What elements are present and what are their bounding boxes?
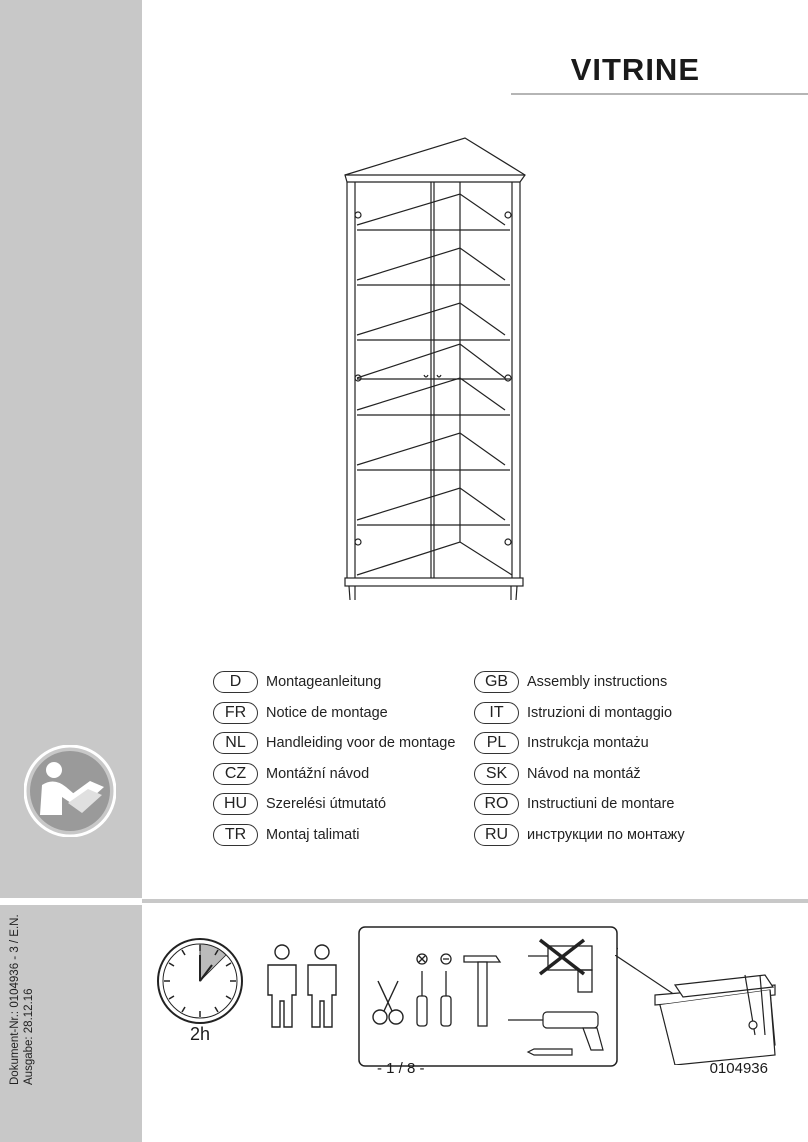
language-code: HU [213,793,258,815]
language-code: RO [474,793,519,815]
language-row [474,820,685,851]
vitrine-cabinet-illustration [335,130,530,605]
language-row [474,728,685,759]
language-label: Montážní návod [266,765,370,782]
language-code: SK [474,763,519,785]
language-list-right [474,667,685,850]
pencil-icon [528,1049,572,1055]
language-row [213,667,455,698]
language-code: GB [474,671,519,693]
article-code: 0104936 [709,1060,768,1077]
language-row [474,789,685,820]
edition-date: Ausgabe: 28.12.16 [23,988,35,1085]
language-code: PL [474,732,519,754]
toolbox-icon [615,955,785,1065]
language-label: Instrukcja montażu [527,735,649,752]
two-persons-icon [262,943,344,1031]
language-label: Montageanleitung [266,674,382,691]
language-code: D [213,671,258,693]
read-manual-icon [24,745,116,837]
language-label: Istruzioni di montaggio [527,704,673,721]
document-number: Dokument-Nr.: 0104936 - 3 / E.N. [9,914,21,1085]
language-list-left [213,667,455,850]
language-row [213,728,455,759]
page-number: - 1 / 8 - [377,1060,425,1077]
title-underline [511,93,808,95]
language-row [474,759,685,790]
language-label: Montaj talimati [266,826,360,843]
language-label: Handleiding voor de montage [266,735,456,752]
page-title: VITRINE [570,52,700,87]
language-row [474,667,685,698]
language-row [213,698,455,729]
language-code: IT [474,702,519,724]
language-label: Notice de montage [266,704,388,721]
clock-icon [156,937,244,1025]
assembly-time: 2h [190,1024,211,1044]
footer-divider [142,899,808,903]
language-label: Szerelési útmutató [266,796,387,813]
language-label: инструкции по монтажу [527,826,685,843]
language-row [213,789,455,820]
language-code: NL [213,732,258,754]
language-code: FR [213,702,258,724]
language-label: Assembly instructions [527,674,668,691]
language-label: Instructiuni de montare [527,796,675,813]
language-code: RU [474,824,519,846]
language-row [474,698,685,729]
language-row [213,820,455,851]
document-info [8,914,36,1085]
language-code: CZ [213,763,258,785]
language-row [213,759,455,790]
language-label: Návod na montáž [527,765,641,782]
tools-panel [358,926,618,1068]
language-code: TR [213,824,258,846]
